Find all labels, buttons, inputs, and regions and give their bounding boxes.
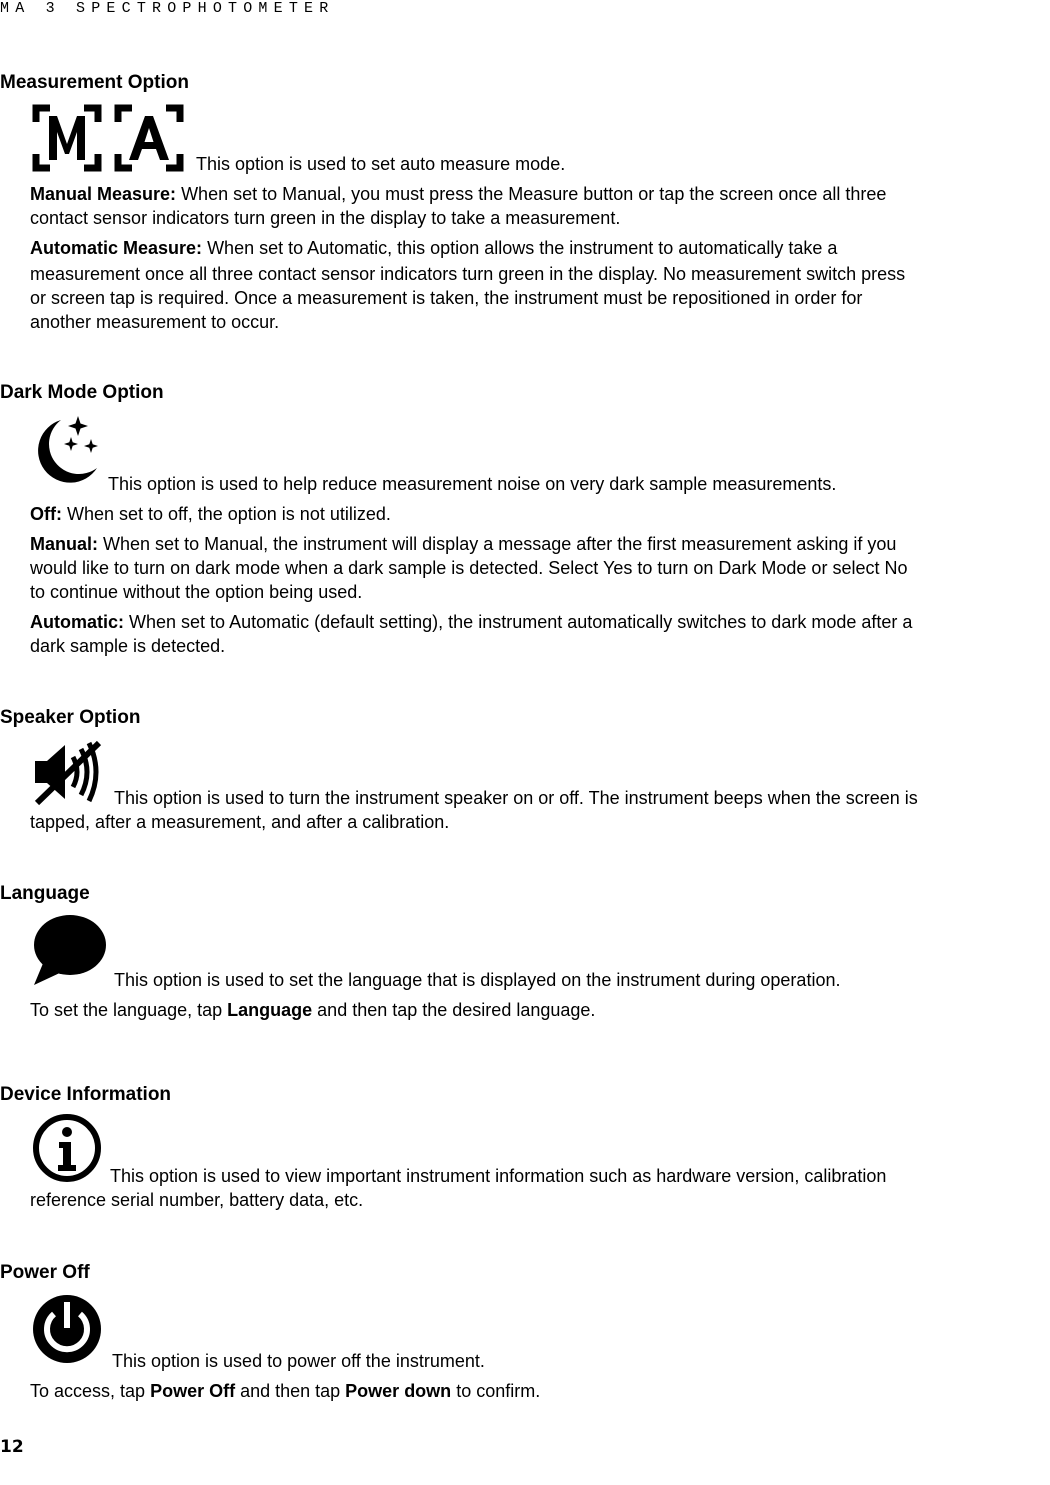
automatic-measure-desc-4: another measurement to occur. [30,312,280,332]
device-info-heading: Device Information [0,1084,172,1105]
device-info-desc: This option is used to view important instrument information such as hardware version, calibration [110,1166,887,1186]
manual-measure-desc-cont: contact sensor indicators turn green in the display to take a measurement. [30,208,621,228]
dark-mode-manual-desc-3: to continue without the option being used. [30,582,363,602]
language-intro: This option is used to set the language that is displayed on the instrument during operation. [114,970,841,990]
dark-mode-auto-desc: Automatic: When set to Automatic (default setting), the instrument automatically switches to dark mode after a [30,612,913,632]
dark-mode-heading: Dark Mode Option [0,382,164,403]
automatic-measure-desc-3: or screen tap is required. Once a measurement is taken, the instrument must be repositioned in order for [30,288,863,308]
device-info-desc-2: reference serial number, battery data, etc. [30,1190,364,1210]
language-heading: Language [0,883,90,904]
manual-measure-desc: Manual Measure: When set to Manual, you must press the Measure button or tap the screen once all three [30,184,887,204]
language-instructions: To set the language, tap Language and then tap the desired language. [30,1000,596,1020]
measurement-intro: This option is used to set auto measure mode. [196,154,566,174]
running-header: MA 3 SPECTROPHOTOMETER [0,0,335,17]
automatic-measure-icon [114,104,184,172]
power-off-instructions: To access, tap Power Off and then tap Power down to confirm. [30,1381,541,1401]
power-off-heading: Power Off [0,1262,90,1283]
info-icon [30,1113,106,1185]
power-off-intro: This option is used to power off the instrument. [112,1351,485,1371]
power-icon [30,1290,104,1368]
page-number: 12 [0,1437,24,1457]
speaker-desc-2: tapped, after a measurement, and after a calibration. [30,812,450,832]
speaker-heading: Speaker Option [0,707,141,728]
dark-mode-off-desc: Off: When set to off, the option is not utilized. [30,504,391,524]
automatic-measure-desc-2: measurement once all three contact sensor indicators turn green in the display. No measurement switch press [30,264,906,284]
dark-mode-manual-desc: Manual: When set to Manual, the instrument will display a message after the first measurement asking if you [30,534,897,554]
speaker-desc: This option is used to turn the instrument speaker on or off. The instrument beeps when the screen is [114,788,918,808]
dark-mode-auto-desc-2: dark sample is detected. [30,636,226,656]
manual-measure-icon [32,104,102,172]
speaker-mute-icon [31,737,103,807]
dark-mode-intro: This option is used to help reduce measurement noise on very dark sample measurements. [108,474,837,494]
moon-stars-icon [31,410,103,488]
dark-mode-manual-desc-2: would like to turn on dark mode when a dark sample is detected. Select Yes to turn on Dark Mode or select No [30,558,908,578]
measurement-option-heading: Measurement Option [0,72,189,93]
automatic-measure-desc: Automatic Measure: When set to Automatic, this option allows the instrument to automatically take a [30,238,838,258]
speech-bubble-icon [30,913,108,987]
